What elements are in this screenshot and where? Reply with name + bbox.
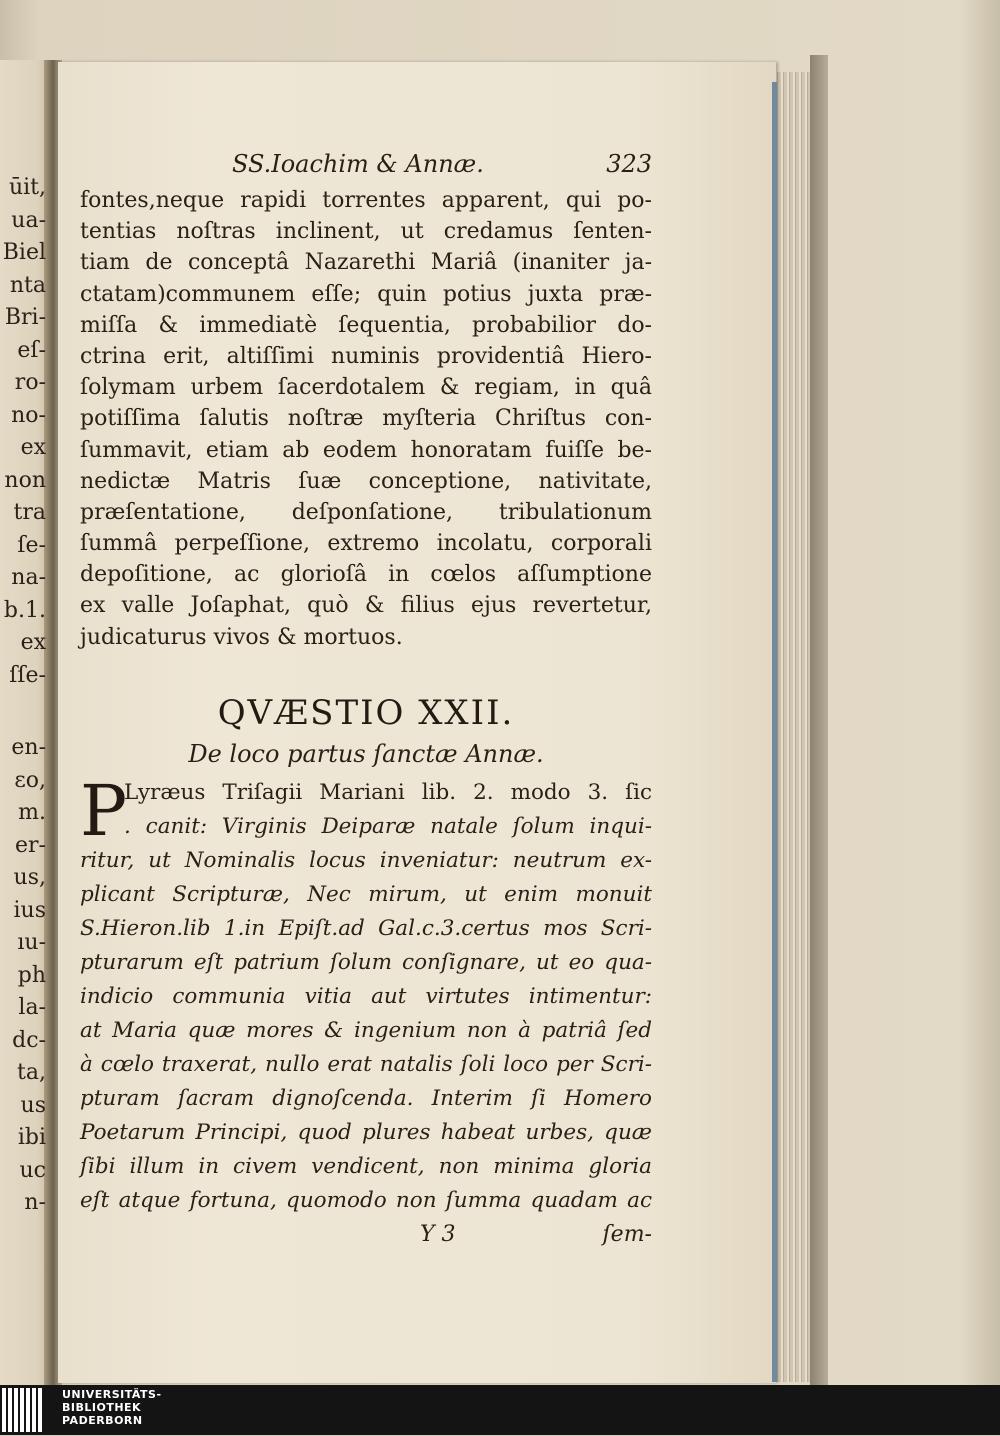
text-line: ſummâ perpeſſione, extremo incolatu, corporali xyxy=(80,531,652,557)
page-number: 323 xyxy=(606,150,652,178)
facing-page-fragment: er- xyxy=(15,832,46,858)
logo-line: UNIVERSITÄTS- xyxy=(62,1388,162,1401)
logo-line: BIBLIOTHEK xyxy=(62,1401,142,1414)
text-line: ritur, ut Nominalis locus inveniatur: neutrum ex- xyxy=(80,848,652,873)
facing-page-fragment: dc- xyxy=(12,1027,46,1053)
catchword: ſem- xyxy=(602,1222,652,1247)
facing-page-fragment: ph xyxy=(17,962,46,988)
facing-page-fragment: nta xyxy=(9,272,46,298)
facing-page-fragment: ɛo, xyxy=(14,767,46,793)
text-line: Poetarum Principi, quod plures habeat urbes, quæ xyxy=(80,1120,652,1145)
facing-page-fragment: ūit, xyxy=(8,175,46,200)
facing-page-fragment: ro- xyxy=(14,370,46,395)
text-line: ctrina erit, altiſſimi numinis providentiâ Hiero- xyxy=(80,343,652,369)
text-line: at Maria quæ mores & ingenium non à patriâ ſed xyxy=(80,1018,652,1043)
book-cover-edge xyxy=(810,55,828,1385)
text-line: judicaturus vivos & mortuos. xyxy=(80,624,403,650)
signature-mark: Y 3 xyxy=(420,1222,456,1247)
text-line: pturam ſacram dignoſcenda. Interim ſi Homero xyxy=(80,1086,652,1111)
text-line: Lyræus Triſagii Mariani lib. 2. modo 3. ſic xyxy=(124,780,652,805)
facing-page-fragment: tra xyxy=(13,500,46,525)
facing-page-fragment: ſe- xyxy=(17,532,46,558)
facing-page-fragment: ua- xyxy=(11,207,46,233)
facing-page-fragment: eſ- xyxy=(17,337,46,363)
facing-page-fragment: non xyxy=(4,467,46,493)
page-footer xyxy=(80,1222,652,1256)
facing-page-fragment: no- xyxy=(11,402,46,428)
text-line: potiſſima ſalutis noſtræ myſteria Chriſtus con- xyxy=(80,406,652,432)
running-header xyxy=(232,150,652,186)
facing-page-fragment: us xyxy=(20,1092,46,1118)
text-line: eſt atque fortuna, quomodo non ſumma quadam ac xyxy=(80,1188,652,1213)
facing-page-fragment: la- xyxy=(18,995,46,1020)
page-edge-stain xyxy=(772,82,777,1382)
text-line: præſentatione, deſponſatione, tribulationum xyxy=(80,499,652,525)
drop-cap: P xyxy=(80,770,128,852)
question-title: QVÆSTIO XXII. xyxy=(217,693,515,733)
facing-page-fragment: Bri- xyxy=(4,305,46,330)
text-line: S.Hieron.lib 1.in Epiſt.ad Gal.c.3.certus mos Scri- xyxy=(80,916,652,941)
facing-page-fragment: ıu- xyxy=(17,930,46,955)
facing-page-fragment: n- xyxy=(24,1190,46,1215)
logo-line: PADERBORN xyxy=(62,1414,143,1427)
question-subtitle: De loco partus ſanctæ Annæ. xyxy=(188,740,544,768)
facing-page-fragment: ſſe- xyxy=(9,662,46,688)
text-line: fontes,neque rapidi torrentes apparent, qui po- xyxy=(80,188,652,213)
text-line: . canit: Virginis Deiparæ natale ſolum inqui- xyxy=(124,814,652,839)
library-logo-text xyxy=(62,1388,162,1427)
text-line: ex valle Joſaphat, quò & filius ejus revertetur, xyxy=(80,593,652,619)
facing-page-fragment: Biel xyxy=(2,240,46,265)
text-line: indicio communia vitia aut virtutes intimentur: xyxy=(80,984,652,1009)
text-line: ſolymam urbem ſacerdotalem & regiam, in quâ xyxy=(80,375,652,401)
question-paragraph xyxy=(80,770,652,1218)
facing-page-fragment: ex xyxy=(20,630,46,655)
text-line: pturarum eſt patrium ſolum conſignare, ut eo qua- xyxy=(80,950,652,975)
running-title: SS.Ioachim & Annæ. xyxy=(232,150,484,178)
facing-page-fragment: na- xyxy=(11,565,46,590)
facing-page-fragment: ius xyxy=(13,897,46,923)
text-line: ctatam)communem eſſe; quin potius juxta præ- xyxy=(80,281,652,307)
text-line: tiam de conceptâ Nazarethi Mariâ (inaniter ja- xyxy=(80,250,652,276)
body-text xyxy=(80,185,652,653)
text-line: depoſitione, ac glorioſâ in cœlos aſſumptione xyxy=(80,562,652,588)
library-logo-icon xyxy=(2,1388,46,1432)
facing-page-fragment: uc xyxy=(19,1157,46,1183)
text-line: nedictæ Matris ſuæ conceptione, nativitate, xyxy=(80,468,652,494)
text-line: tentias noſtras inclinent, ut credamus ſenten- xyxy=(80,219,652,245)
facing-page-fragment: en- xyxy=(11,735,46,760)
facing-page-fragment: ta, xyxy=(17,1060,46,1085)
text-line: ſibi illum in civem vendicent, non minima gloria xyxy=(80,1154,652,1179)
facing-page-fragment: m. xyxy=(18,800,46,825)
text-line: ſummavit, etiam ab eodem honoratam fuiſſe be- xyxy=(80,437,652,463)
text-line: à cœlo traxerat, nullo erat natalis ſoli loco per Scri- xyxy=(80,1052,652,1077)
facing-page-fragment: b.1. xyxy=(3,597,46,623)
facing-page-fragment: ibi xyxy=(17,1125,46,1150)
facing-page-fragment: ex xyxy=(20,435,46,460)
text-line: plicant Scripturæ, Nec mirum, ut enim monuit xyxy=(80,882,652,907)
facing-page-fragment: us, xyxy=(13,865,46,890)
text-line: miſſa & immediatè ſequentia, probabilior do- xyxy=(80,312,652,338)
